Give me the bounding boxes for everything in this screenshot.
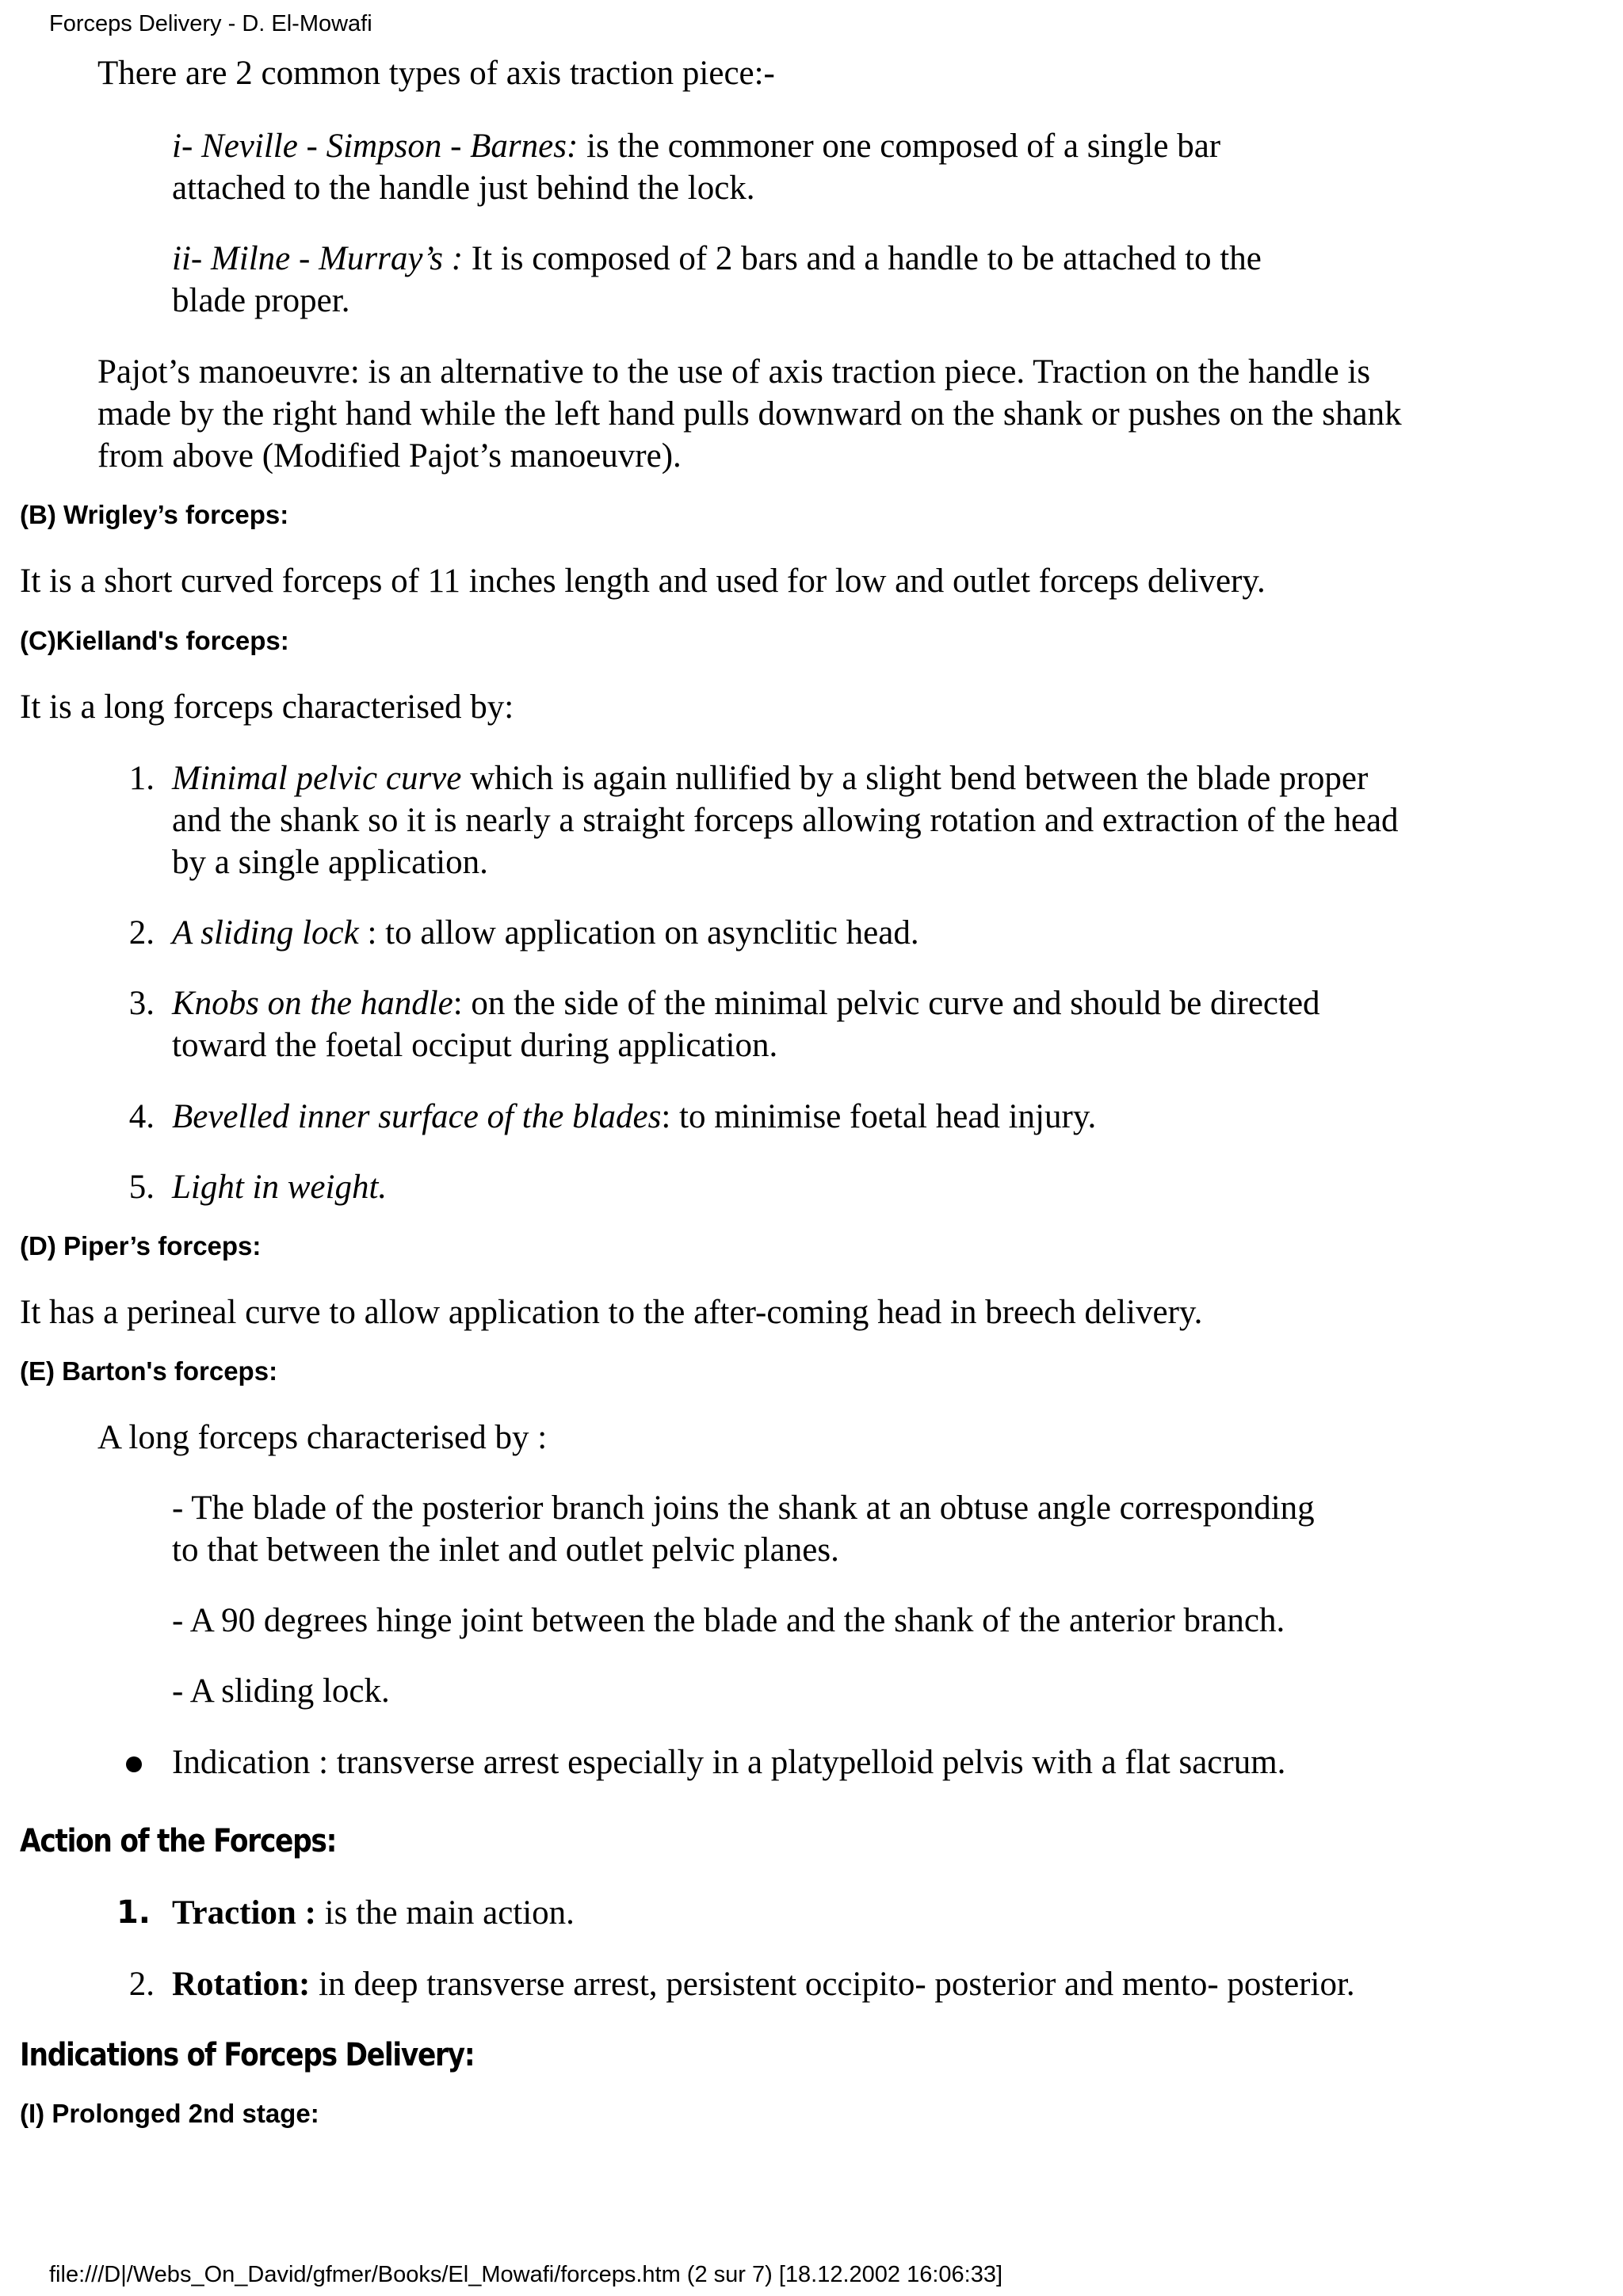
barton-feature-3: - A sliding lock.	[172, 1672, 390, 1710]
action-item-1-term: Traction :	[172, 1894, 316, 1932]
barton-feature-2: - A 90 degrees hinge joint between the blade and the shank of the anterior branch.	[172, 1602, 1285, 1639]
kielland-item-2-term: A sliding lock	[172, 914, 359, 952]
axis-type-1-cont: attached to the handle just behind the lock.	[172, 170, 755, 207]
kielland-item-3-term: Knobs on the handle	[172, 985, 453, 1022]
axis-type-2-cont: blade proper.	[172, 282, 350, 319]
action-heading: Action of the Forceps:	[20, 1823, 337, 1859]
barton-feature-1: - The blade of the posterior branch joins the shank at an obtuse angle corresponding	[172, 1489, 1315, 1527]
axis-type-2-name: ii- Milne - Murray’s :	[172, 240, 464, 277]
barton-indication: Indication : transverse arrest especially in a platypelloid pelvis with a flat sacrum.	[172, 1744, 1286, 1781]
barton-heading: (E) Barton's forceps:	[20, 1356, 278, 1386]
kielland-item-3-cont: toward the foetal occiput during application.	[172, 1027, 778, 1064]
axis-type-1	[172, 125, 1220, 167]
prolonged-second-stage-heading: (I) Prolonged 2nd stage:	[20, 2099, 319, 2128]
action-item-2	[172, 1963, 1355, 2005]
kielland-item-4-term: Bevelled inner surface of the blades	[172, 1098, 662, 1135]
axis-type-1-name: i- Neville - Simpson - Barnes:	[172, 128, 579, 165]
kielland-item-2-text: : to allow application on asynclitic head.	[358, 914, 919, 952]
kielland-item-5-term: Light in weight.	[172, 1169, 388, 1206]
kielland-item-2	[172, 912, 919, 954]
kielland-item-2-number: 2.	[128, 914, 155, 952]
wrigley-heading: (B) Wrigley’s forceps:	[20, 500, 289, 529]
kielland-item-3	[172, 982, 1320, 1024]
kielland-item-5-number: 5.	[128, 1169, 155, 1206]
barton-text: A long forceps characterised by :	[97, 1419, 548, 1456]
kielland-item-3-number: 3.	[128, 985, 155, 1022]
kielland-item-4	[172, 1096, 1096, 1138]
action-item-1	[172, 1892, 575, 1934]
action-item-1-text: is the main action.	[315, 1894, 575, 1932]
axis-type-1-text: is the commoner one composed of a single bar	[578, 128, 1221, 165]
kielland-heading: (C)Kielland's forceps:	[20, 626, 289, 655]
pajot-line-3: from above (Modified Pajot’s manoeuvre).	[97, 437, 682, 475]
kielland-item-1-number: 1.	[128, 760, 155, 797]
kielland-item-3-text: : on the side of the minimal pelvic curve and should be directed	[453, 985, 1320, 1022]
kielland-item-1	[172, 757, 1368, 799]
indications-heading: Indications of Forceps Delivery:	[20, 2037, 475, 2073]
kielland-item-4-text: : to minimise foetal head injury.	[661, 1098, 1097, 1135]
piper-text: It has a perineal curve to allow application to the after-coming head in breech delivery.	[20, 1294, 1203, 1331]
action-item-2-text: in deep transverse arrest, persistent occipito- posterior and mento- posterior.	[310, 1966, 1355, 2003]
piper-heading: (D) Piper’s forceps:	[20, 1231, 262, 1261]
kielland-item-1-term: Minimal pelvic curve	[172, 760, 462, 797]
kielland-item-1-cont-2: by a single application.	[172, 844, 488, 881]
kielland-item-5	[172, 1166, 387, 1208]
pajot-line-2: made by the right hand while the left hand pulls downward on the shank or pushes on the shank	[97, 395, 1402, 433]
axis-type-2-text: It is composed of 2 bars and a handle to be attached to the	[463, 240, 1262, 277]
kielland-item-4-number: 4.	[128, 1098, 155, 1135]
barton-feature-1-cont: to that between the inlet and outlet pelvic planes.	[172, 1531, 839, 1569]
action-item-2-term: Rotation:	[172, 1966, 311, 2003]
bullet-icon	[126, 1756, 142, 1772]
kielland-item-1-cont-1: and the shank so it is nearly a straight forceps allowing rotation and extraction of the head	[172, 802, 1399, 839]
page-header: Forceps Delivery - D. El-Mowafi	[49, 11, 372, 36]
kielland-text: It is a long forceps characterised by:	[20, 688, 514, 726]
kielland-item-1-text: which is again nullified by a slight bend between the blade proper	[461, 760, 1369, 797]
action-item-1-number: 1.	[116, 1894, 151, 1931]
axis-type-2	[172, 238, 1262, 280]
page-footer: file:///D|/Webs_On_David/gfmer/Books/El_Mowafi/forceps.htm (2 sur 7) [18.12.2002 16:06:33]	[49, 2262, 1003, 2287]
wrigley-text: It is a short curved forceps of 11 inches length and used for low and outlet forceps delivery.	[20, 563, 1266, 600]
intro-text: There are 2 common types of axis traction piece:-	[97, 55, 775, 92]
pajot-line-1: Pajot’s manoeuvre: is an alternative to the use of axis traction piece. Traction on the handle is	[97, 353, 1371, 391]
action-item-2-number: 2.	[128, 1966, 155, 2003]
